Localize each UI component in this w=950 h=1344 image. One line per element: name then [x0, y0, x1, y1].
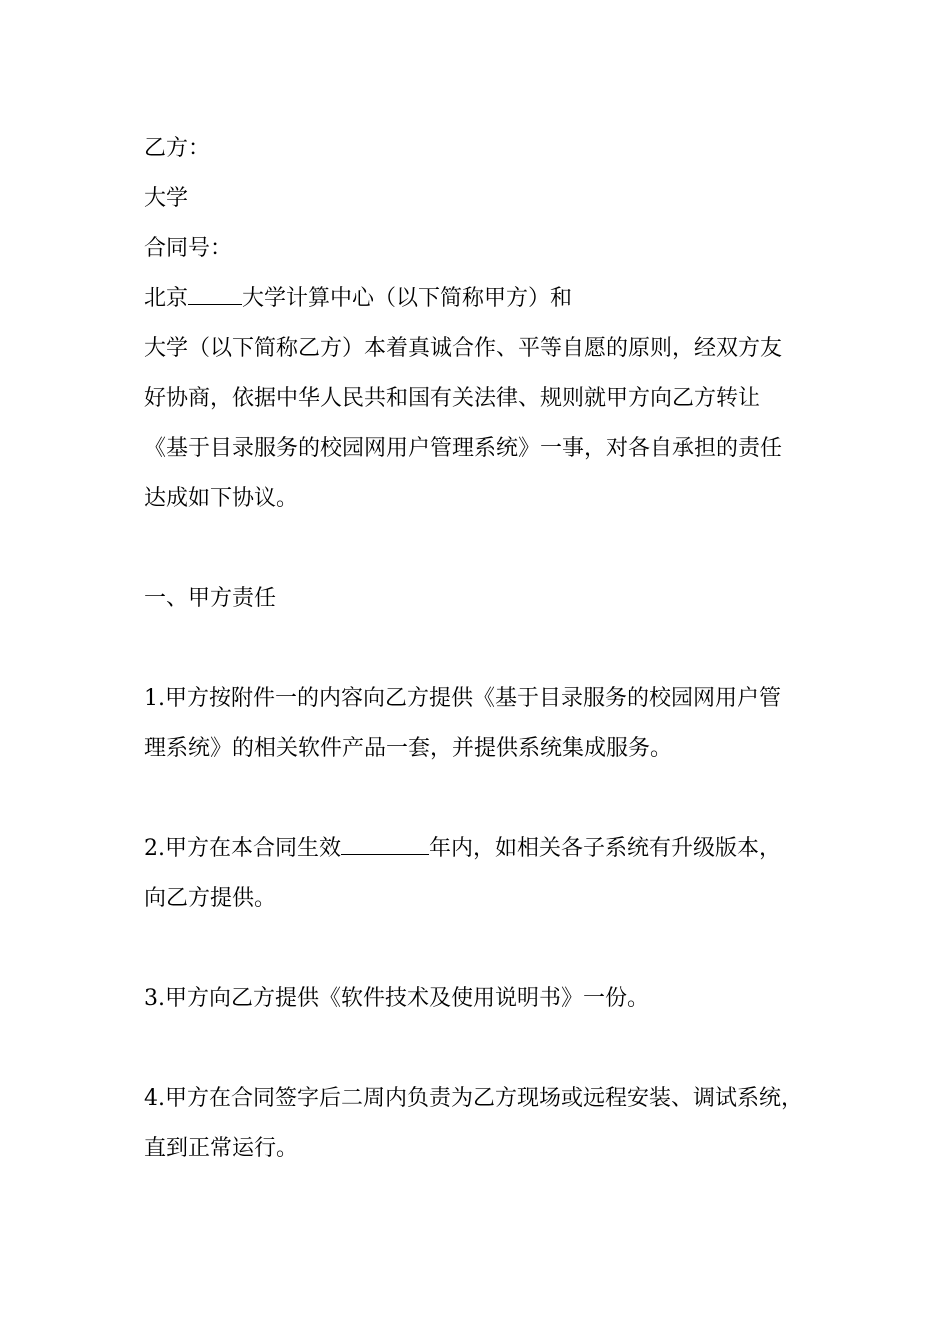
item-1-line-2: 理系统》的相关软件产品一套，并提供系统集成服务。	[144, 736, 673, 761]
item-2-text-end: 年内，如相关各子系统有升级版本，	[429, 836, 782, 861]
spacer	[144, 624, 824, 674]
item-3-line-1	[144, 974, 824, 1024]
university-name: 大学	[144, 186, 189, 211]
item-3-text: 甲方向乙方提供《软件技术及使用说明书》一份。	[165, 986, 650, 1011]
contract-number-label: 合同号：	[144, 236, 233, 261]
item-4-number: 4.	[144, 1086, 165, 1111]
item-4-line-2: 直到正常运行。	[144, 1136, 299, 1161]
blank-years	[341, 838, 429, 855]
item-2-line-2: 向乙方提供。	[144, 886, 277, 911]
item-1-number: 1.	[144, 686, 165, 711]
item-2-number: 2.	[144, 836, 165, 861]
item-3-number: 3.	[144, 986, 165, 1011]
intro-line-1-end: 大学计算中心（以下简称甲方）和	[242, 286, 573, 311]
spacer	[144, 924, 824, 974]
intro-line-2: 大学（以下简称乙方）本着真诚合作、平等自愿的原则，经双方友	[144, 336, 783, 361]
intro-line-3: 好协商，依据中华人民共和国有关法律、规则就甲方向乙方转让	[144, 386, 761, 411]
item-4-text: 甲方在合同签字后二周内负责为乙方现场或远程安装、调试系统，	[165, 1086, 804, 1111]
intro-line-4: 《基于目录服务的校园网用户管理系统》一事，对各自承担的责任	[144, 436, 783, 461]
spacer	[144, 774, 824, 824]
intro-line-5: 达成如下协议。	[144, 486, 299, 511]
spacer	[144, 1024, 824, 1074]
item-4-line-1	[144, 1074, 824, 1124]
item-1-line-1	[144, 674, 824, 724]
item-2-line-1	[144, 824, 824, 874]
spacer	[144, 524, 824, 574]
section-title-party-a: 一、甲方责任	[144, 586, 277, 611]
intro-line-1-start: 北京	[144, 286, 189, 311]
intro-line-1	[144, 274, 824, 324]
item-2-text-start: 甲方在本合同生效	[165, 836, 342, 861]
document-body	[144, 124, 824, 1174]
item-1-text: 甲方按附件一的内容向乙方提供《基于目录服务的校园网用户管	[165, 686, 782, 711]
blank-university-name	[188, 288, 242, 305]
party-b-label: 乙方：	[144, 136, 211, 161]
